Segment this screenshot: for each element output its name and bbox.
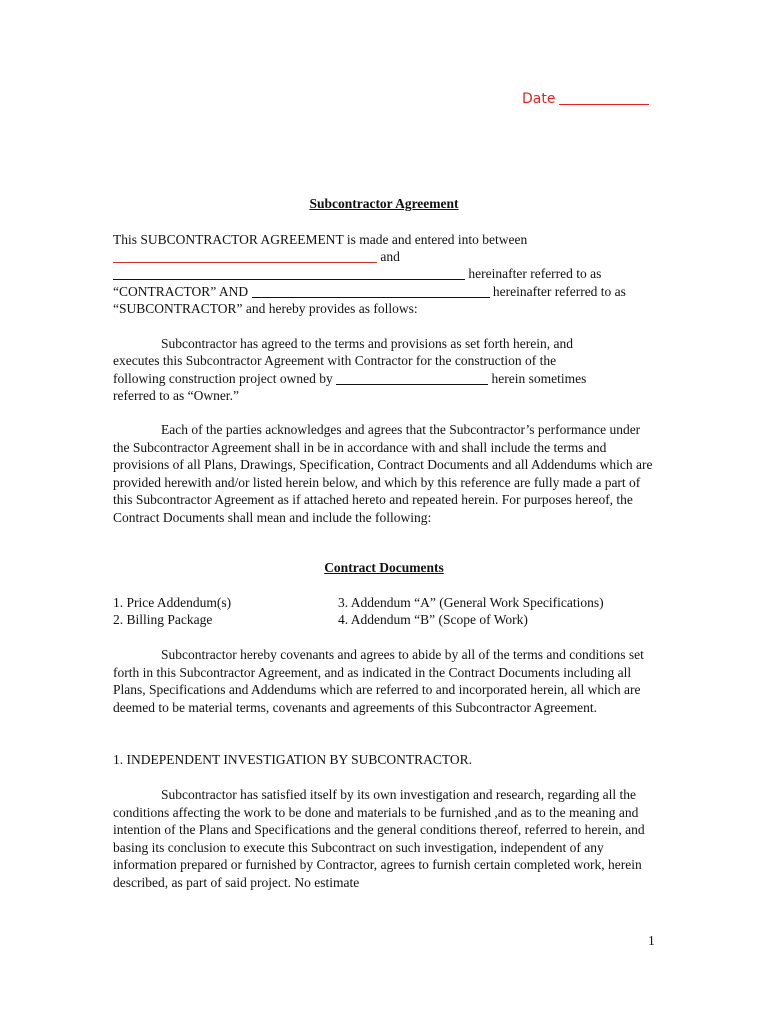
date-blank[interactable]	[559, 90, 649, 105]
herein-text: herein sometimes	[491, 371, 587, 386]
referred-as-2: hereinafter referred to as	[492, 284, 626, 299]
intro-line-3	[113, 265, 601, 282]
paragraph-3: Subcontractor hereby covenants and agrees to abide by all of the terms and conditions set forth in this Subcontractor Agreement, and as indicated in the Contract Documents including all Plans, Specifications and Addendums which are referred to and incorporated herein, all which are deemed to be material terms, covenants and agreements of this Subcontractor Agreement.	[113, 647, 644, 715]
contractor-address-blank[interactable]	[113, 265, 465, 280]
and-word: and	[380, 249, 400, 264]
referred-as-1: hereinafter referred to as	[468, 266, 602, 281]
date-field	[522, 90, 649, 107]
contract-docs-heading: Contract Documents	[324, 560, 444, 575]
contract-doc-item: 1. Price Addendum(s)	[113, 595, 232, 610]
contract-doc-item: 2. Billing Package	[113, 612, 213, 627]
contractor-name-blank[interactable]	[113, 248, 377, 263]
date-label: Date	[522, 91, 556, 107]
para1-line-3	[113, 370, 586, 387]
contractor-and: “CONTRACTOR” AND	[113, 284, 249, 299]
intro-line-2	[113, 248, 400, 265]
paragraph-2: Each of the parties acknowledges and agrees that the Subcontractor’s performance under the Subcontractor Agreement shall in be in accordance with and shall include the terms and provisions of all Plans, Drawings, Specification, Contract Documents and all Addendums which are provided herewith and/or listed herein below, and which by this reference are fully made a part of this Subcontractor Agreement as if attached hereto and repeated herein. For purposes hereof, the Contract Documents shall mean and include the following:	[113, 422, 653, 525]
intro-line-5: “SUBCONTRACTOR” and hereby provides as follows:	[113, 301, 418, 316]
contract-doc-item: 3. Addendum “A” (General Work Specifications)	[338, 595, 604, 610]
intro-line-1: This SUBCONTRACTOR AGREEMENT is made and entered into between	[113, 232, 528, 247]
intro-line-4	[113, 283, 626, 300]
section-1-heading: 1. INDEPENDENT INVESTIGATION BY SUBCONTRACTOR.	[113, 752, 473, 767]
owner-name-blank[interactable]	[336, 370, 488, 385]
contract-doc-item: 4. Addendum “B” (Scope of Work)	[338, 612, 528, 627]
subcontractor-name-blank[interactable]	[252, 283, 490, 298]
owned-by-text: following construction project owned by	[113, 371, 333, 386]
para1-line-4: referred to as “Owner.”	[113, 388, 239, 403]
paragraph-4: Subcontractor has satisfied itself by its own investigation and research, regarding all the conditions affecting the work to be done and materials to be furnished ,and as to the meaning and intention of the Plans and Specifications and the general conditions thereof, referred to herein, and basing its conclusion to execute this Subcontract on such investigation, independent of any information prepared or furnished by Contractor, agrees to furnish certain completed work, herein described, as part of said project. No estimate	[113, 787, 645, 890]
page-number: 1	[648, 933, 655, 948]
para1-line-1: Subcontractor has agreed to the terms and provisions as set forth herein, and	[161, 336, 574, 351]
document-title: Subcontractor Agreement	[309, 196, 459, 211]
para1-line-2: executes this Subcontractor Agreement with Contractor for the construction of the	[113, 353, 557, 368]
